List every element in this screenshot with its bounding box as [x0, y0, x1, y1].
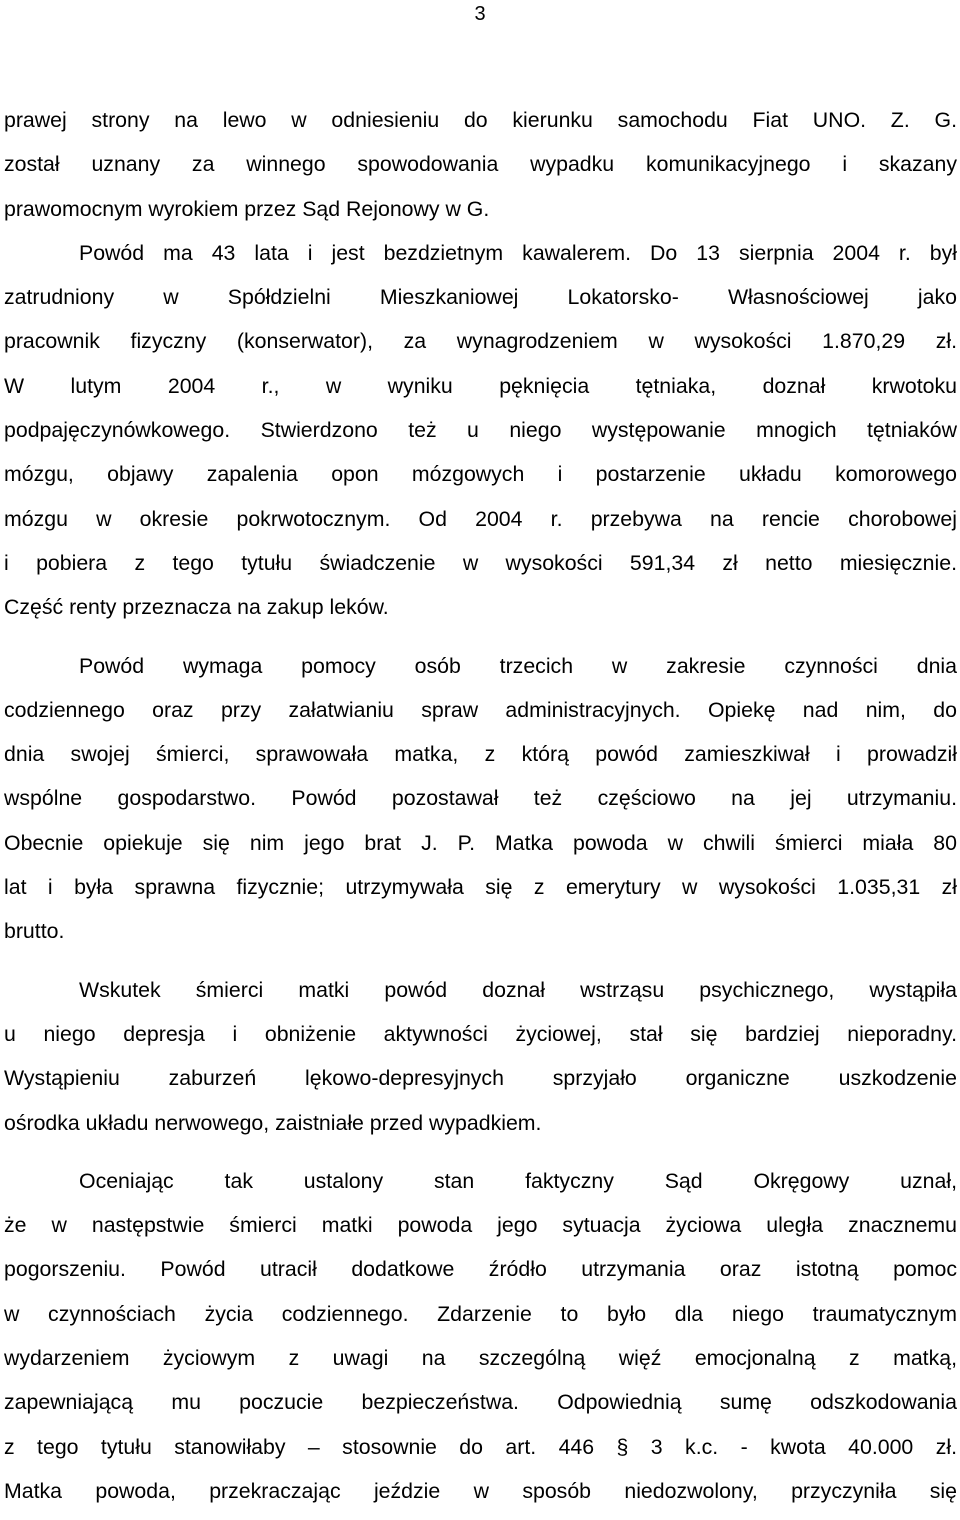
text-line: pracownik fizyczny (konserwator), za wynagrodzeniem w wysokości 1.870,29 zł.: [4, 329, 957, 354]
paragraph-1: [4, 98, 957, 231]
text-line: że w następstwie śmierci matki powoda jego sytuacja życiowa uległa znacznemu: [4, 1213, 957, 1238]
text-line: Powód ma 43 lata i jest bezdzietnym kawalerem. Do 13 sierpnia 2004 r. był: [79, 240, 957, 265]
text-line: zapewniającą mu poczucie bezpieczeństwa. Odpowiednią sumę odszkodowania: [4, 1390, 957, 1415]
text-line: prawomocnym wyrokiem przez Sąd Rejonowy w G.: [4, 196, 490, 221]
paragraph-3: [4, 644, 957, 954]
text-line: mózgu w okresie pokrwotocznym. Od 2004 r. przebywa na rencie chorobowej: [4, 506, 957, 531]
text-line: prawej strony na lewo w odniesieniu do kierunku samochodu Fiat UNO. Z. G.: [4, 108, 957, 132]
document-body: [4, 98, 957, 1513]
paragraph-2: [4, 231, 957, 630]
text-line: w czynnościach życia codziennego. Zdarzenie to było dla niego traumatycznym: [4, 1301, 957, 1326]
text-line: u niego depresja i obniżenie aktywności życiowej, stał się bardziej nieporadny.: [4, 1021, 957, 1046]
text-line: został uznany za winnego spowodowania wypadku komunikacyjnego i skazany: [4, 152, 957, 177]
paragraph-5: [4, 1159, 957, 1513]
text-line: Część renty przeznacza na zakup leków.: [4, 595, 389, 620]
text-line: mózgu, objawy zapalenia opon mózgowych i postarzenie układu komorowego: [4, 462, 957, 487]
text-line: pogorszeniu. Powód utracił dodatkowe źródło utrzymania oraz istotną pomoc: [4, 1257, 957, 1282]
text-line: wydarzeniem życiowym z uwagi na szczególną więź emocjonalną z matką,: [4, 1346, 957, 1371]
text-line: i pobiera z tego tytułu świadczenie w wysokości 591,34 zł netto miesięcznie.: [4, 550, 957, 575]
page-number: 3: [474, 3, 486, 25]
text-line: Oceniając tak ustalony stan faktyczny Sąd Okręgowy uznał,: [79, 1168, 957, 1193]
text-line: ośrodka układu nerwowego, zaistniałe przed wypadkiem.: [4, 1110, 542, 1135]
paragraph-gap: [4, 1145, 957, 1159]
text-line: codziennego oraz przy załatwianiu spraw administracyjnych. Opiekę nad nim, do: [4, 697, 957, 722]
text-line: Wystąpieniu zaburzeń lękowo-depresyjnych sprzyjało organiczne uszkodzenie: [4, 1066, 957, 1091]
text-line: dnia swojej śmierci, sprawowała matka, z którą powód zamieszkiwał i prowadził: [4, 742, 957, 767]
paragraph-gap: [4, 630, 957, 644]
text-line: Powód wymaga pomocy osób trzecich w zakresie czynności dnia: [79, 653, 957, 678]
text-line: lat i była sprawna fizycznie; utrzymywała się z emerytury w wysokości 1.035,31 zł: [4, 875, 957, 900]
paragraph-gap: [4, 954, 957, 968]
text-line: Wskutek śmierci matki powód doznał wstrząsu psychicznego, wystąpiła: [79, 977, 957, 1002]
text-line: z tego tytułu stanowiłaby – stosownie do art. 446 § 3 k.c. - kwota 40.000 zł.: [4, 1434, 957, 1459]
text-line: W lutym 2004 r., w wyniku pęknięcia tętniaka, doznał krwotoku: [4, 373, 957, 398]
text-line: Obecnie opiekuje się nim jego brat J. P. Matka powoda w chwili śmierci miała 80: [4, 830, 957, 855]
text-line: wspólne gospodarstwo. Powód pozostawał też częściowo na jej utrzymaniu.: [4, 786, 957, 811]
text-line: podpajęczynówkowego. Stwierdzono też u niego występowanie mnogich tętniaków: [4, 418, 957, 443]
paragraph-4: [4, 968, 957, 1145]
text-line: Matka powoda, przekraczając jeździe w sposób niedozwolony, przyczyniła się: [4, 1478, 957, 1503]
text-line: zatrudniony w Spółdzielni Mieszkaniowej Lokatorsko- Własnościowej jako: [4, 285, 957, 310]
text-line: brutto.: [4, 919, 65, 944]
